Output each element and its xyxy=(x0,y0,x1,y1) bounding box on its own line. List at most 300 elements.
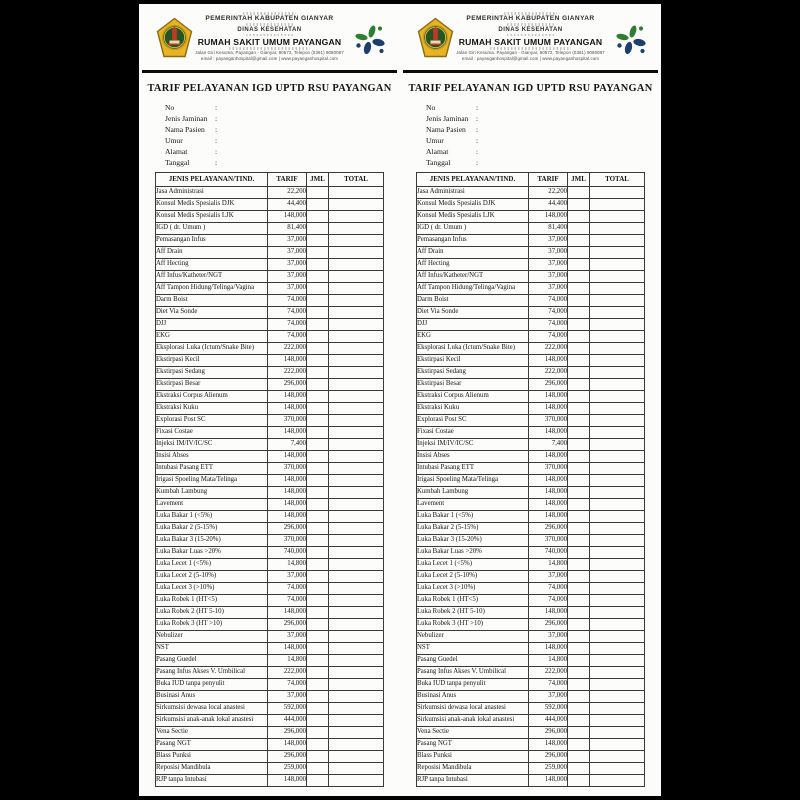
cell-tarif: 74,000 xyxy=(529,307,568,319)
table-row xyxy=(417,703,645,715)
cell-jml xyxy=(307,475,329,487)
cell-service-name: Nebulizer xyxy=(156,631,268,643)
cell-total xyxy=(329,679,384,691)
cell-service-name: Luka Lecet 1 (<5%) xyxy=(417,559,529,571)
patient-form xyxy=(165,102,400,168)
cell-service-name: Ekstraksi Corpus Alienum xyxy=(417,391,529,403)
cell-total xyxy=(329,211,384,223)
cell-tarif: 37,000 xyxy=(529,631,568,643)
cell-tarif: 74,000 xyxy=(529,319,568,331)
cell-total xyxy=(590,307,645,319)
cell-service-name: Irigasi Spoeling Mata/Telinga xyxy=(417,475,529,487)
cell-tarif: 222,000 xyxy=(529,367,568,379)
cell-total xyxy=(590,499,645,511)
cell-tarif: 37,000 xyxy=(268,235,307,247)
hospital-address: Jalan Giri Kesuma, Payangan - Gianyar, 80572, Telepon (0361) 9080087 xyxy=(195,50,344,56)
form-field-label: Alamat xyxy=(165,147,188,156)
cell-jml xyxy=(568,583,590,595)
cell-jml xyxy=(307,247,329,259)
header-tarif: TARIF xyxy=(529,173,568,187)
cell-total xyxy=(329,403,384,415)
tariff-sheet-copy xyxy=(400,4,661,796)
table-row xyxy=(417,475,645,487)
cell-jml xyxy=(307,703,329,715)
cell-tarif: 81,400 xyxy=(268,223,307,235)
table-row xyxy=(417,331,645,343)
cell-service-name: Irigasi Spoeling Mata/Telinga xyxy=(156,475,268,487)
cell-service-name: Injeksi IM/IV/IC/SC xyxy=(156,439,268,451)
cell-service-name: RJP tanpa Intubasi xyxy=(417,775,529,787)
cell-tarif: 37,000 xyxy=(268,283,307,295)
hospital-name: RUMAH SAKIT UMUM PAYANGAN xyxy=(197,36,342,47)
cell-total xyxy=(590,511,645,523)
cell-jml xyxy=(307,631,329,643)
cell-tarif: 370,000 xyxy=(268,463,307,475)
cell-service-name: Aff Drain xyxy=(417,247,529,259)
cell-jml xyxy=(307,727,329,739)
cell-tarif: 444,000 xyxy=(268,715,307,727)
cell-service-name: Aff Tampon Hidung/Telinga/Vagina xyxy=(156,283,268,295)
cell-jml xyxy=(307,679,329,691)
table-row xyxy=(417,247,645,259)
cell-tarif: 370,000 xyxy=(268,535,307,547)
cell-service-name: Pasang NGT xyxy=(156,739,268,751)
balinese-script-line xyxy=(507,34,554,37)
balinese-script-line xyxy=(504,12,557,15)
table-row xyxy=(156,535,384,547)
form-field-colon: : xyxy=(476,147,479,156)
cell-jml xyxy=(307,463,329,475)
cell-tarif: 74,000 xyxy=(529,295,568,307)
cell-jml xyxy=(568,211,590,223)
cell-tarif: 148,000 xyxy=(268,355,307,367)
cell-total xyxy=(329,427,384,439)
department-name: DINAS KESEHATAN xyxy=(498,26,563,33)
cell-service-name: EKG xyxy=(156,331,268,343)
cell-tarif: 37,000 xyxy=(268,247,307,259)
cell-total xyxy=(590,703,645,715)
cell-service-name: Vena Sectie xyxy=(417,727,529,739)
cell-tarif: 81,400 xyxy=(529,223,568,235)
cell-jml xyxy=(568,223,590,235)
document-page xyxy=(139,4,661,796)
cell-service-name: IGD ( dr. Umum ) xyxy=(156,223,268,235)
cell-tarif: 37,000 xyxy=(268,271,307,283)
cell-jml xyxy=(307,655,329,667)
cell-jml xyxy=(307,355,329,367)
cell-jml xyxy=(307,271,329,283)
cell-total xyxy=(329,607,384,619)
cell-total xyxy=(590,715,645,727)
cell-total xyxy=(590,427,645,439)
cell-jml xyxy=(307,319,329,331)
cell-jml xyxy=(568,331,590,343)
form-field-colon: : xyxy=(476,125,479,134)
cell-service-name: Ekstirpasi Kecil xyxy=(417,355,529,367)
cell-service-name: Ekstraksi Kuku xyxy=(417,403,529,415)
form-field-colon: : xyxy=(476,158,479,167)
cell-tarif: 14,800 xyxy=(529,559,568,571)
table-row xyxy=(156,355,384,367)
table-row xyxy=(417,391,645,403)
cell-service-name: Businasi Anus xyxy=(156,691,268,703)
table-row xyxy=(156,775,384,787)
table-row xyxy=(417,343,645,355)
table-row xyxy=(417,643,645,655)
table-row xyxy=(156,259,384,271)
cell-jml xyxy=(568,679,590,691)
cell-total xyxy=(329,307,384,319)
cell-jml xyxy=(568,559,590,571)
header-total: TOTAL xyxy=(329,173,384,187)
cell-service-name: Konsul Medis Spesialis LJK xyxy=(417,211,529,223)
table-row xyxy=(156,595,384,607)
balinese-script-line xyxy=(243,12,296,15)
cell-total xyxy=(329,751,384,763)
cell-service-name: Jasa Administrasi xyxy=(156,187,268,199)
cell-jml xyxy=(307,391,329,403)
cell-tarif: 14,800 xyxy=(268,559,307,571)
cell-jml xyxy=(307,739,329,751)
cell-total xyxy=(329,391,384,403)
cell-total xyxy=(590,559,645,571)
form-field-row xyxy=(426,157,661,168)
cell-total xyxy=(590,235,645,247)
cell-tarif: 259,000 xyxy=(268,763,307,775)
cell-tarif: 74,000 xyxy=(268,307,307,319)
table-row xyxy=(156,487,384,499)
cell-tarif: 296,000 xyxy=(529,523,568,535)
cell-total xyxy=(590,295,645,307)
hospital-logo-icon xyxy=(614,23,648,57)
cell-total xyxy=(329,559,384,571)
cell-tarif: 74,000 xyxy=(268,583,307,595)
cell-jml xyxy=(307,427,329,439)
cell-total xyxy=(329,595,384,607)
cell-jml xyxy=(568,319,590,331)
table-header-row xyxy=(417,173,645,187)
cell-service-name: EKG xyxy=(417,331,529,343)
cell-total xyxy=(590,379,645,391)
tariff-sheet-copy xyxy=(139,4,400,796)
table-row xyxy=(417,583,645,595)
cell-service-name: Ekstirpasi Sedang xyxy=(417,367,529,379)
form-field-colon: : xyxy=(476,114,479,123)
cell-jml xyxy=(568,619,590,631)
cell-tarif: 37,000 xyxy=(529,271,568,283)
cell-jml xyxy=(307,751,329,763)
cell-tarif: 7,400 xyxy=(268,439,307,451)
cell-service-name: Luka Lecet 3 (>10%) xyxy=(156,583,268,595)
table-row xyxy=(156,475,384,487)
cell-tarif: 74,000 xyxy=(529,331,568,343)
cell-total xyxy=(329,343,384,355)
cell-tarif: 296,000 xyxy=(529,379,568,391)
cell-jml xyxy=(307,343,329,355)
cell-jml xyxy=(568,259,590,271)
cell-total xyxy=(329,739,384,751)
tariff-table-body xyxy=(156,187,384,787)
cell-jml xyxy=(568,271,590,283)
cell-service-name: DJJ xyxy=(156,319,268,331)
table-row xyxy=(156,343,384,355)
cell-jml xyxy=(568,295,590,307)
hospital-logo-icon xyxy=(353,23,387,57)
cell-jml xyxy=(307,259,329,271)
cell-jml xyxy=(568,691,590,703)
cell-jml xyxy=(568,391,590,403)
cell-jml xyxy=(307,451,329,463)
table-row xyxy=(417,631,645,643)
cell-total xyxy=(329,475,384,487)
cell-jml xyxy=(568,415,590,427)
cell-total xyxy=(590,571,645,583)
cell-tarif: 592,000 xyxy=(529,703,568,715)
cell-tarif: 44,400 xyxy=(529,199,568,211)
cell-service-name: Diet Via Sonde xyxy=(417,307,529,319)
cell-total xyxy=(590,535,645,547)
cell-service-name: Fixasi Costae xyxy=(417,427,529,439)
table-row xyxy=(156,391,384,403)
table-row xyxy=(417,199,645,211)
cell-jml xyxy=(307,559,329,571)
cell-tarif: 74,000 xyxy=(529,583,568,595)
cell-service-name: Konsul Medis Spesialis DJK xyxy=(417,199,529,211)
cell-service-name: Businasi Anus xyxy=(417,691,529,703)
cell-service-name: Ekstraksi Corpus Alienum xyxy=(156,391,268,403)
cell-tarif: 148,000 xyxy=(268,487,307,499)
cell-tarif: 148,000 xyxy=(268,427,307,439)
cell-jml xyxy=(568,643,590,655)
cell-total xyxy=(329,631,384,643)
cell-jml xyxy=(568,595,590,607)
cell-jml xyxy=(568,715,590,727)
cell-tarif: 74,000 xyxy=(268,319,307,331)
table-row xyxy=(156,319,384,331)
cell-jml xyxy=(568,631,590,643)
tariff-table-body xyxy=(417,187,645,787)
cell-service-name: Buka IUD tanpa penyulit xyxy=(417,679,529,691)
cell-jml xyxy=(568,523,590,535)
form-field-row xyxy=(165,124,400,135)
form-field-label: Nama Pasien xyxy=(426,125,466,134)
balinese-script-line xyxy=(246,23,293,26)
cell-service-name: Ekstraksi Kuku xyxy=(156,403,268,415)
header-jenis-pelayanan: JENIS PELAYANAN/TIND. xyxy=(156,173,268,187)
cell-service-name: Konsul Medis Spesialis DJK xyxy=(156,199,268,211)
cell-jml xyxy=(568,763,590,775)
form-field-row xyxy=(165,102,400,113)
table-row xyxy=(156,691,384,703)
table-row xyxy=(156,655,384,667)
cell-service-name: Luka Bakar Luas >20% xyxy=(156,547,268,559)
form-field-label: Jenis Jaminan xyxy=(165,114,208,123)
balinese-script-line xyxy=(246,34,293,37)
cell-service-name: Explorasi Post SC xyxy=(417,415,529,427)
cell-tarif: 296,000 xyxy=(268,727,307,739)
table-row xyxy=(156,583,384,595)
balinese-script-line xyxy=(490,47,572,50)
cell-service-name: Lavement xyxy=(156,499,268,511)
cell-service-name: DJJ xyxy=(417,319,529,331)
table-row xyxy=(417,427,645,439)
cell-service-name: Luka Robek 3 (HT >10) xyxy=(156,619,268,631)
cell-tarif: 370,000 xyxy=(529,415,568,427)
cell-total xyxy=(590,415,645,427)
letterhead xyxy=(139,10,400,68)
cell-total xyxy=(329,271,384,283)
table-row xyxy=(156,727,384,739)
form-field-colon: : xyxy=(215,114,218,123)
cell-service-name: Luka Lecet 1 (<5%) xyxy=(156,559,268,571)
cell-jml xyxy=(307,187,329,199)
table-row xyxy=(156,715,384,727)
cell-jml xyxy=(307,235,329,247)
cell-total xyxy=(329,523,384,535)
cell-jml xyxy=(568,187,590,199)
cell-jml xyxy=(307,367,329,379)
cell-jml xyxy=(307,619,329,631)
cell-total xyxy=(329,355,384,367)
cell-total xyxy=(329,283,384,295)
form-field-colon: : xyxy=(215,136,218,145)
form-field-label: No xyxy=(165,103,175,112)
cell-service-name: Pasang Infus Akses V. Umbilical xyxy=(417,667,529,679)
patient-form xyxy=(426,102,661,168)
cell-tarif: 148,000 xyxy=(529,643,568,655)
cell-total xyxy=(329,775,384,787)
cell-service-name: Luka Lecet 2 (5-10%) xyxy=(417,571,529,583)
gianyar-regency-crest-icon xyxy=(417,17,454,58)
form-field-row xyxy=(165,146,400,157)
cell-jml xyxy=(568,511,590,523)
table-row xyxy=(417,499,645,511)
cell-service-name: Intubasi Pasang ETT xyxy=(156,463,268,475)
table-row xyxy=(156,511,384,523)
form-field-row xyxy=(165,157,400,168)
table-row xyxy=(417,463,645,475)
table-row xyxy=(156,763,384,775)
table-row xyxy=(156,211,384,223)
table-row xyxy=(417,775,645,787)
cell-total xyxy=(329,715,384,727)
cell-tarif: 148,000 xyxy=(529,511,568,523)
cell-service-name: Luka Robek 1 (HT<5) xyxy=(156,595,268,607)
table-row xyxy=(417,655,645,667)
table-row xyxy=(156,607,384,619)
cell-service-name: Insisi Abses xyxy=(156,451,268,463)
table-row xyxy=(417,523,645,535)
cell-total xyxy=(590,595,645,607)
cell-total xyxy=(590,643,645,655)
cell-total xyxy=(329,499,384,511)
table-row xyxy=(417,535,645,547)
table-row xyxy=(417,367,645,379)
form-field-colon: : xyxy=(215,147,218,156)
table-row xyxy=(156,643,384,655)
cell-tarif: 37,000 xyxy=(268,259,307,271)
cell-jml xyxy=(307,607,329,619)
cell-total xyxy=(329,247,384,259)
table-row xyxy=(156,235,384,247)
cell-total xyxy=(590,451,645,463)
cell-service-name: Pemasangan Infus xyxy=(156,235,268,247)
cell-total xyxy=(329,487,384,499)
cell-tarif: 37,000 xyxy=(529,247,568,259)
cell-jml xyxy=(307,691,329,703)
cell-tarif: 296,000 xyxy=(268,619,307,631)
cell-total xyxy=(329,259,384,271)
cell-service-name: Aff Infus/Katheter/NGT xyxy=(417,271,529,283)
cell-total xyxy=(329,199,384,211)
cell-service-name: Ekstirpasi Sedang xyxy=(156,367,268,379)
cell-jml xyxy=(568,571,590,583)
table-row xyxy=(417,211,645,223)
cell-total xyxy=(329,535,384,547)
table-row xyxy=(417,259,645,271)
letterhead xyxy=(400,10,661,68)
cell-jml xyxy=(568,775,590,787)
form-field-row xyxy=(165,113,400,124)
cell-total xyxy=(590,211,645,223)
cell-total xyxy=(590,667,645,679)
cell-total xyxy=(329,439,384,451)
cell-jml xyxy=(307,439,329,451)
cell-total xyxy=(329,511,384,523)
government-name: PEMERINTAH KABUPATEN GIANYAR xyxy=(466,14,595,22)
cell-jml xyxy=(307,403,329,415)
cell-total xyxy=(329,463,384,475)
table-row xyxy=(156,451,384,463)
table-row xyxy=(417,319,645,331)
cell-total xyxy=(329,691,384,703)
cell-service-name: Luka Bakar 1 (<5%) xyxy=(156,511,268,523)
cell-jml xyxy=(568,727,590,739)
cell-service-name: Luka Bakar 3 (15-20%) xyxy=(417,535,529,547)
cell-tarif: 148,000 xyxy=(268,739,307,751)
cell-jml xyxy=(568,403,590,415)
cell-service-name: NST xyxy=(417,643,529,655)
hospital-address: Jalan Giri Kesuma, Payangan - Gianyar, 80572, Telepon (0361) 9080087 xyxy=(456,50,605,56)
cell-jml xyxy=(568,667,590,679)
form-field-row xyxy=(426,146,661,157)
cell-tarif: 444,000 xyxy=(529,715,568,727)
cell-total xyxy=(590,607,645,619)
table-row xyxy=(156,199,384,211)
cell-jml xyxy=(568,703,590,715)
cell-jml xyxy=(307,283,329,295)
cell-total xyxy=(329,223,384,235)
cell-jml xyxy=(568,343,590,355)
form-field-row xyxy=(165,135,400,146)
form-field-row xyxy=(426,102,661,113)
table-row xyxy=(156,739,384,751)
cell-tarif: 74,000 xyxy=(268,679,307,691)
cell-tarif: 148,000 xyxy=(268,511,307,523)
cell-total xyxy=(590,199,645,211)
cell-service-name: Luka Robek 3 (HT >10) xyxy=(417,619,529,631)
cell-jml xyxy=(568,367,590,379)
table-row xyxy=(417,763,645,775)
cell-tarif: 222,000 xyxy=(268,667,307,679)
cell-service-name: Aff Drain xyxy=(156,247,268,259)
table-row xyxy=(156,667,384,679)
cell-service-name: Ekstirpasi Besar xyxy=(417,379,529,391)
cell-service-name: Konsul Medis Spesialis LJK xyxy=(156,211,268,223)
cell-service-name: IGD ( dr. Umum ) xyxy=(417,223,529,235)
cell-service-name: Pasang Guedel xyxy=(417,655,529,667)
table-row xyxy=(417,691,645,703)
